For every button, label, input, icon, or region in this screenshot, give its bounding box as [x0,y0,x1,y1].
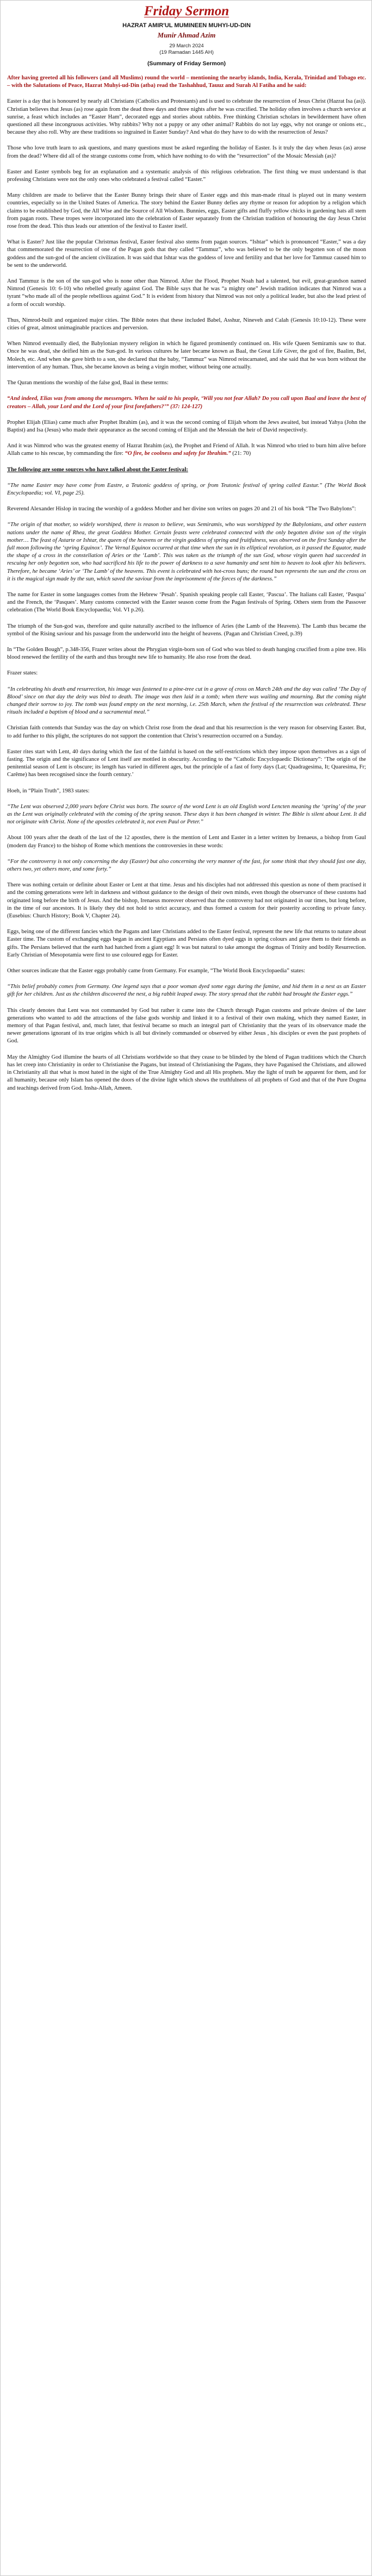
paragraph: Eggs, being one of the different fancies which the Pagans and later Christians added to the Easter festival, represent the new life that returns to nature about Easter time. The custom of exchanging eggs began in ancient Egyptians and Persians often dyed eggs in spring colours and gave them to their friends as gifts. The Persians believed that the earth had hatched from a giant egg! It was but natural to take amongst the dogmas of Trinity and bodily Resurrection. Early Christian of Mesopotamia were first to use coloured eggs for Easter. [7,929,366,958]
paragraph: Hoeh, in “Plain Truth”, 1983 states: [7,787,90,794]
paragraph: When Nimrod eventually died, the Babylonian mystery religion in which he figured prominently continued on. His wife Queen Semiramis saw to that. Once he was dead, she deified him as the Sun-god. In various cultures he later became known as Baal, the Great Life Giver, the god of fire, Baalim, Bel, Molech, etc. And when she gave birth to a son, she declared that the baby, “Tammuz” was Nimrod reincarnated, and she said that he was born without the intervention of any human. Thus, she became known as being a virgin mother, without being one actually. [7,341,366,370]
paragraph: Christian faith contends that Sunday was the day on which Christ rose from the dead and that his resurrection is the very reason for observing Easter. But, to add further to this plight, the scriptures do not support the contention that Christ’s resurrection occurred on a Sunday. [7,725,366,739]
date-line-gregorian: 29 March 2024 [169,43,204,49]
paragraph: In “The Golden Bough”, p.348-356, Frazer writes about the Phrygian virgin-born son of God who was bled to death hanging crucified from a pine tree. His blood renewed the fertility of the earth and thus brought new life to humanity. He also rose from the dead. [7,646,366,661]
paragraph: Thus, Nimrod-built and organized major cities. The Bible notes that these included Babel, Asshur, Nineveh and Calah (Genesis 10:10-12). These were cities of great, almost unimaginable practices and perversion. [7,317,366,332]
paragraph: May the Almighty God illumine the hearts of all Christians worldwide so that they cease to be blinded by the blend of Pagan traditions which the Church has let creep into Christianity in order to Christianise the Pagans, but instead of Christianising the Pagans, they have Paganised the Christians, and allowed in Christianity all that what is most hated in the sight of the True Almighty God and all His prophets. May the light of truth be apparent for them, and for all humanity, because only Islam has opened the doors of the divine light which shows the truthfulness of all prophets of God and that of the Pure Dogma and teachings derived from God. Insha-Allah, Ameen. [7,1054,366,1091]
paragraph: “And indeed, Elias was from among the messengers. When he said to his people, ‘Will you not fear Allah? Do you call upon Baal and leave the best of creators – Allah, your Lord and the Lord of your first forefathers?’” (37: 124-127) [7,396,366,410]
date-block [1,43,372,56]
paragraph: Prophet Elijah (Elias) came much after Prophet Ibrahim (as), and it was the second coming of Elijah whom the Jews awaited, but instead Yahya (John the Baptist) and Isa (Jesus) who made their appearance as the second coming of Elijah and the Messiah the heir of David respectively. [7,419,366,433]
paragraph: About 100 years after the death of the last of the 12 apostles, there is the mention of Lent and Easter in a letter written by Irenaeus, a bishop from Gaul (modern day France) to the bishop of Rome which mentions the controversies in these words: [7,835,366,849]
paragraph: The triumph of the Sun-god was, therefore and quite naturally ascribed to the influence of Aries (the Lamb of the Heavens). The Lamb thus became the symbol of the Rising saviour and his passage from the underworld into the height of heavens. (Pagan and Christian Creed, p.39) [7,623,366,637]
date-line-hijri: (19 Ramadan 1445 AH) [159,49,214,55]
paragraph: Reverend Alexander Hislop in tracing the worship of a goddess Mother and her divine son writes on pages 20 and 21 of his book “The Two Babylons”: [7,506,356,512]
paragraph: “The name Easter may have come from Eastre, a Teutonic goddess of spring, or from Teutonic festival of spring called Eastur.” (The World Book Encyclopaedia; vol. VI, page 25). [7,482,366,496]
paragraph: “In celebrating his death and resurrection, his image was fastened to a pine-tree cut in a grove of cross on March 24th and the day was called ‘The Day of Blood’ since on that day the deity was bled to death. The image was then laid in a tomb; when there was wailing and mourning. But the coming night changed their sorrow to joy. The tomb was found empty on the next morning, i.e. 25th March, when the festival of the resurrection was celebrated. These rituals included a baptism of blood and a sacramental meal.” [7,686,366,716]
paragraph: “For the controversy is not only concerning the day (Easter) but also concerning the very manner of the fast, for some think that they should fast one day, others two, yet others more, and some forty.” [7,858,366,873]
speaker-name: Munir Ahmad Azim [157,31,216,39]
paragraph-text: And it was Nimrod who was the greatest enemy of Hazrat Ibrahim (as), the Prophet and Friend of Allah. It was Nimrod who tried to burn him alive before Allah came to his rescue, by commanding the fire: [7,443,366,457]
paragraph: “This belief probably comes from Germany. One legend says that a poor woman dyed some eggs during the famine, and hid them in a nest as an Easter gift for her children. Just as the children discovered the nest, a big rabbit leaped away. The story spread that the rabbit had brought the Easter eggs.” [7,984,366,998]
paragraph: Many children are made to believe that the Easter Bunny brings their share of Easter eggs and this man-made ritual is played out in many western countries, especially so in the United States of America. The story behind the Easter Bunny defies any rhyme or reason for adoption by a religion which claims to be established by God, the All Wise and the Source of All Wisdom. Bunnies, eggs, Easter gifts and fluffy yellow chicks in gardening hats all stem from pagan roots. These tropes were incorporated into the celebration of Easter separately from the Christian tradition of honouring the day Jesus Christ rose from the dead. This thus leads our attention of the festival to Easter itself. [7,192,366,230]
paragraph: What is Easter? Just like the popular Christmas festival, Easter festival also stems from pagan sources. “Ishtar” which is pronounced “Easter,” was a day that commemorated the resurrection of one of the Pagan gods that they called “Tammuz”, who was believed to be the only begotten son of the moon goddess and the sun-god of the ancient civilization. It was said that Ishtar was the goddess of love and fertility and that her love for Tammuz caused him to be sent to the underworld. [7,239,366,268]
page-subtitle: HAZRAT AMIR'UL MUMINEEN MUHYI-UD-DIN [122,22,251,29]
paragraph: This clearly denotes that Lent was not commanded by God but rather it came into the Church through Pagan customs and private desires of the later generations who wanted to add the attractions of the false gods worship and linked it to a festival of their own making, which they named Easter, in memory of that Pagan festival, and, much later, that festival became so much an integral part of Christianity that the years of its observance made the newer generations ignorant of its true origins which is all but divinely commanded or observed by either Jesus , his disciples or even the past prophets of God. [7,1007,366,1045]
summary-label: (Summary of Friday Sermon) [147,60,226,67]
paragraph: The following are some sources who have talked about the Easter festival: [7,466,188,473]
sermon-body [7,74,366,1101]
page-title: Friday Sermon [144,4,230,18]
paragraph [7,442,366,458]
quran-quote: “O fire, be coolness and safety for Ibrahim.” [125,451,231,457]
paragraph: Frazer states: [7,670,38,677]
paragraph: “The Lent was observed 2,000 years before Christ was born. The source of the word Lent is an old English word Lencten meaning the ‘spring’ of the year as the Lent was originally celebrated with the coming of the spring season. These days it has been changed in winter. The Bible is silent about Lent. It did not originate with Christ. None of the apostles celebrated it, not even Paul or Peter.” [7,803,366,826]
paragraph: After having greeted all his followers (and all Muslims) round the world – mentioning the nearby islands, India, Kerala, Trinidad and Tobago etc. – with the Salutations of Peace, Hazrat Muhyi-ud-Din (atba) read the Tashahhud, Tauuz and Surah Al Fatiha and he said: [7,75,366,89]
paragraph: Other sources indicate that the Easter eggs probably came from Germany. For example, “The World Book Encyclopaedia” states: [7,968,306,974]
paragraph: And Tammuz is the son of the sun-god who is none other than Nimrod. After the Flood, Prophet Noah had a talented, but evil, great-grandson named Nimrod (Genesis 10: 6-10) who rebelled greatly against God. The Bible says that he was “a mighty one” Jewish tradition indicates that Nimrod was a tyrant “who made all of the people rebellious against God.” It is evident from history that Nimrod was not only a political leader, but also the lead priest of a form of occult worship. [7,278,366,308]
paragraph: There was nothing certain or definite about Easter or Lent at that time. Jesus and his disciples had not addressed this question as none of them practised it and the coming generations were left in darkness and without guidance to the design of their own minds, even though the observance of these customs had originated long before the birth of Jesus. And the bishop, Irenaeus moreover observed that the controversy had not originated in our times, but long before, in the time of our ancestors. It is likely they did not hold to strict accuracy, and thus formed a custom for their posterity according to private fancy. (Eusebius: Church History; Book V, Chapter 24). [7,882,366,920]
paragraph: The name for Easter in some languages comes from the Hebrew ‘Pesah’. Spanish speaking people call Easter, ‘Pascua’. The Italians call Easter, ‘Pasqua’ and the French, the ‘Pasques’. Many customs connected with the Easter season come from the Pagan festivals of Spring. Others stem from the Passover celebration (The World Book Encyclopaedia; Vol. VI p.26). [7,591,366,614]
paragraph: Easter is a day that is honoured by nearly all Christians (Catholics and Protestants) and is used to celebrate the resurrection of Jesus Christ (Hazrat Isa (as)). Christian believes that Jesus (as) rose again from the dead three days and three nights after he was crucified. The holiday often involves a church service at sunrise, a feast which includes an “Easter Ham”, decorated eggs and stories about rabbits. Free thinking Christian scholars in bewilderment have often questioned all these incongruous activities. Why rabbits? Why not a puppy or any other animal? Rabbits do not lay eggs, why not orange or onions etc., because they also roll. Why are these traditions so ingrained in Easter Sunday? And what do they have to do with the resurrection of Jesus? [7,98,366,136]
paragraph: The Quran mentions the worship of the false god, Baal in these terms: [7,380,169,386]
paragraph: Easter rites start with Lent, 40 days during which the fast of the faithful is based on the self-restrictions which they impose upon themselves as a sign of fasting. The origin and the significance of Lent itself are mottled in obscurity. According to the “Catholic Encyclopaedic Dictionary”: ‘The origin of the penitential season of Lent is obscure; its length has varied in different ages, but the principle of a fast of forty days (Lat; Quadragesima, It; Quaresima, Fr; Carême) has been recognised since the fourth century.’ [7,748,366,778]
quote-reference: (21: 70) [231,451,251,457]
paragraph: Those who love truth learn to ask questions, and many questions must be asked regarding the holiday of Easter. Is it truly the day when Jesus (as) arose from the dead? Where did all of the strange customs come from, which have nothing to do with the “resurrection” of the Mosaic Messiah (as)? [7,145,366,159]
paragraph: Easter and Easter symbols beg for an explanation and a systematic analysis of this religious celebration. The first thing we must understand is that professing Christians were not the only ones who celebrated a festival called “Easter.” [7,168,366,183]
paragraph: “The origin of that mother, so widely worshiped, there is reason to believe, was Semiramis, who was worshipped by the Babylonians, and other eastern nations under the name of Rhea, the great Goddess Mother. Certain feasts were celebrated connected with the only begotten divine son of the virgin mother… The feast of Astarte or Ishtar, the queen of the heavens or the virgin goddess of spring and fruitfulness, was observed on the first Sunday after the full moon following the ‘spring Equinox’. The Vernal Equinox occurred at that time when the sun in its elliptical revolution, as it passed the Equator, made the shape of a cross in the constellation of Aries or the ‘Lamb’. This was taken as the triumph of the sun God, whose virgin queen had succeeded in rescuing her only begotten son, who had sacrificed his life to the power of darkness to a save humanity and sent him to heaven to look after his believers. Therefore, he became ‘Aries’ or ‘The Lamb’ of the heavens. This event is celebrated with hot-cross buns; the round bun represents the sun and the cross on it is the magical sign made by the sun, which saved the saviour from the imprisonment of the forces of the darkness.” [7,522,366,582]
